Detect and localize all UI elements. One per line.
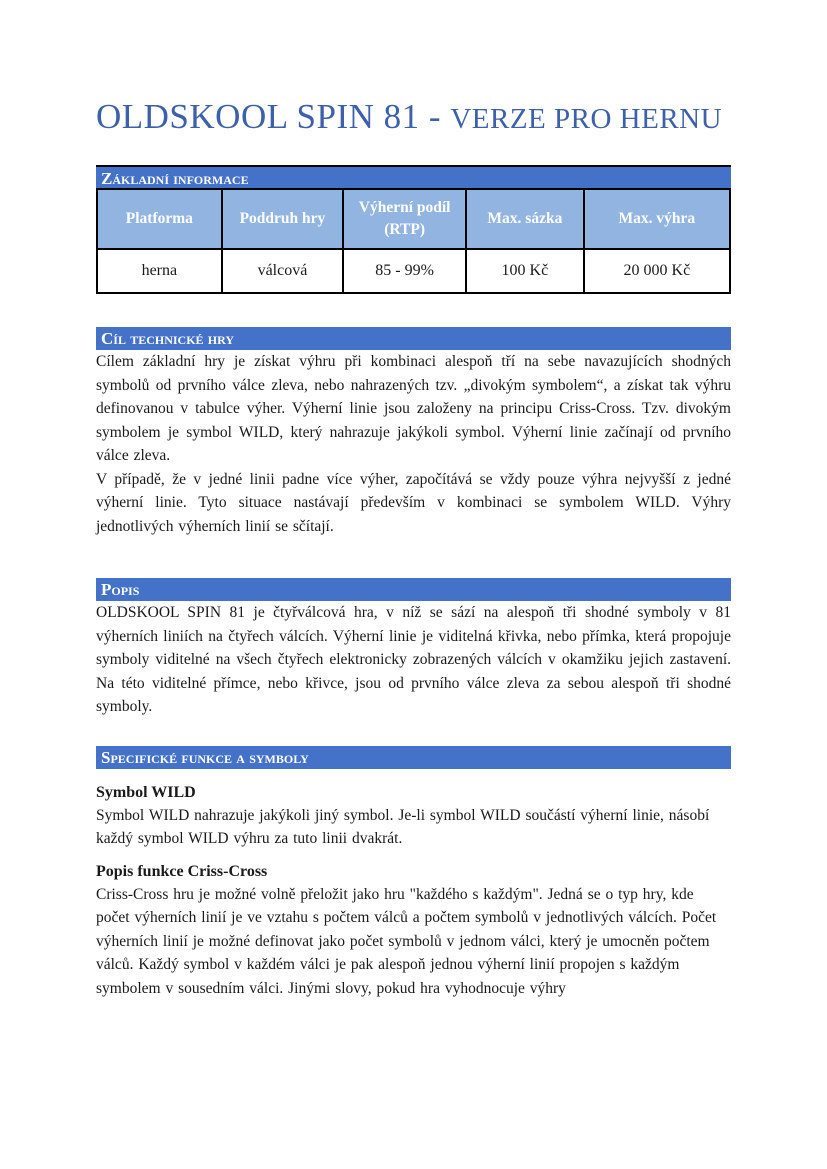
description-paragraph: OLDSKOOL SPIN 81 je čtyřválcová hra, v níž se sází na alespoň tři shodné symboly v 81 výherních liniích na čtyřech válcích. Výherní linie je viditelná křivka, nebo přímka, která propojuje symboly viditelné na všech čtyřech elektronicky zobrazených válcích v okamžiku jejich zastavení. Na této viditelné přímce, nebo křivce, jsou od prvního válce zleva za sebou alespoň tři shodné symboly.	[96, 604, 731, 715]
section-header-game-goal: Cíl technické hry	[96, 327, 731, 350]
page-title-subtitle: VERZE PRO HERNU	[450, 103, 723, 135]
column-header-max-win: Max. výhra	[584, 189, 730, 249]
cell-max-win: 20 000 Kč	[584, 249, 730, 293]
document-content	[96, 0, 731, 1000]
column-header-game-subtype: Poddruh hry	[222, 189, 344, 249]
goal-paragraph-2: V případě, že v jedné linii padne více výher, započítává se vždy pouze výhra nejvyšší z jedné výherní linie. Tyto situace nastávají především v kombinaci se symbolem WILD. Výhry jednotlivých výherních linií se sčítají.	[96, 470, 731, 535]
column-header-max-bet: Max. sázka	[466, 189, 584, 249]
cell-platform: herna	[97, 249, 222, 293]
table-row	[97, 249, 730, 293]
page-title-main: OLDSKOOL SPIN 81 -	[96, 97, 451, 136]
cell-max-bet: 100 Kč	[466, 249, 584, 293]
goal-paragraph-1: Cílem základní hry je získat výhru při kombinaci alespoň tří na sebe navazujících shodných symbolů od prvního válce zleva, nebo nahrazených tzv. „divokým symbolem“, a získat tak výhru definovanou v tabulce výher. Výherní linie jsou založeny na principu Criss-Cross. Tzv. divokým symbolem je symbol WILD, který nahrazuje jakýkoli symbol. Výherní linie začínají od prvního válce zleva.	[96, 353, 731, 464]
section-header-specific-features: Specifické funkce a symboly	[96, 746, 731, 769]
cell-rtp: 85 - 99%	[343, 249, 466, 293]
crisscross-paragraph: Criss-Cross hru je možné volně přeložit jako hru "každého s každým". Jedná se o typ hry, kde počet výherních linií je ve vztahu s počtem válců a počtem symbolů v jednotlivých válcích. Počet výherních linií je možné definovat jako počet symbolů v jednom válci, který je umocněn počtem válců. Každý symbol v každém válci je pak alespoň jednou výherní linií propojen s každým symbolem v sousedním válci. Jinými slovy, pokud hra vyhodnocuje výhry	[96, 885, 717, 997]
wild-symbol-paragraph: Symbol WILD nahrazuje jakýkoli jiný symbol. Je-li symbol WILD součástí výherní linie, násobí každý symbol WILD výhru za tuto linii dvakrát.	[96, 806, 710, 847]
column-header-platform: Platforma	[97, 189, 222, 249]
page-title	[96, 94, 731, 142]
section-header-basic-info: Základní informace	[96, 165, 731, 188]
column-header-rtp: Výherní podíl (RTP)	[343, 189, 466, 249]
cell-game-subtype: válcová	[222, 249, 344, 293]
table-header-row	[97, 189, 730, 249]
wild-symbol-heading: Symbol WILD	[96, 783, 196, 801]
crisscross-heading: Popis funkce Criss-Cross	[96, 862, 268, 880]
basic-info-table	[96, 188, 731, 294]
section-header-description: Popis	[96, 578, 731, 601]
